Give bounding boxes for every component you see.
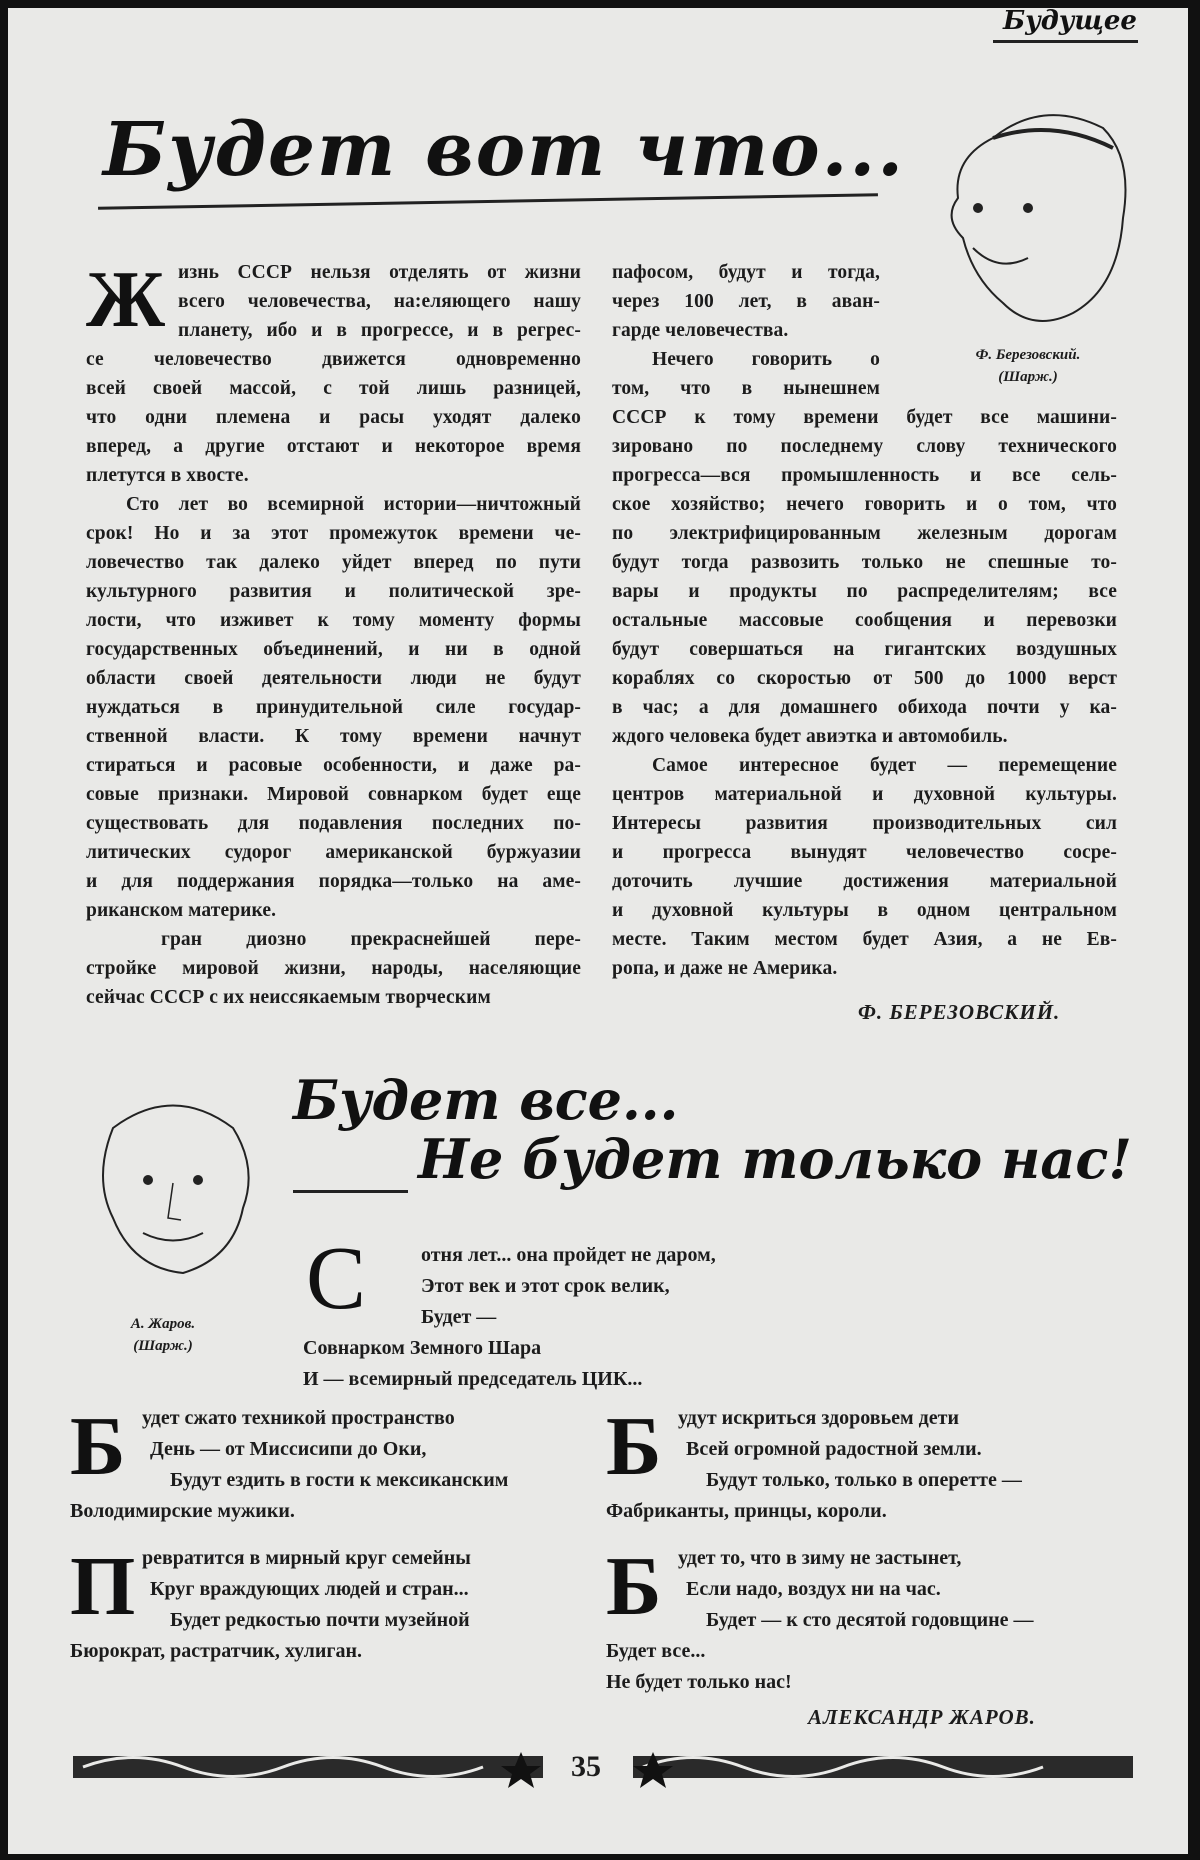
dropcap: Б bbox=[606, 1540, 662, 1633]
article1-right-column bbox=[612, 258, 1117, 983]
text-line: ропа, и даже не Америка. bbox=[612, 958, 838, 979]
text-line: том, что в нынешнем bbox=[612, 378, 880, 399]
text-line: прогресса—вся промышленность и все сель- bbox=[612, 465, 1117, 486]
poem-line: отня лет... она пройдет не даром, bbox=[421, 1244, 716, 1266]
poem-line: удут искриться здоровьем дети bbox=[678, 1407, 959, 1429]
text-line: планету, ибо и в прогрессе, и в регрес- bbox=[178, 320, 581, 341]
poem-line: ревратится в мирный круг семейны bbox=[142, 1547, 471, 1569]
title-underline bbox=[98, 193, 878, 210]
text-line: государственных объединений, и ни в одной bbox=[86, 639, 581, 660]
article2-title-line1: Будет все... bbox=[293, 1068, 679, 1132]
text-line: лости, что изживет к тому моменту формы bbox=[86, 610, 581, 631]
poem-stanza bbox=[70, 1540, 471, 1667]
poem-line: Будут только, только в оперетте — bbox=[706, 1469, 1022, 1491]
text-line: Сто лет во всемирной истории—ничтожный bbox=[126, 494, 581, 515]
poem-line: Не будет только нас! bbox=[606, 1671, 792, 1693]
text-line: будут тогда развозить только не спешные то- bbox=[612, 552, 1117, 573]
poem-line: Будет — bbox=[421, 1306, 497, 1328]
article1-signature: Ф. БЕРЕЗОВСКИЙ. bbox=[858, 1000, 1061, 1024]
text-line: изнь СССР нельзя отделять от жизни bbox=[178, 262, 581, 283]
poem-line: Будут ездить в гости к мексиканским bbox=[170, 1469, 509, 1491]
caption-note: (Шарж.) bbox=[998, 369, 1058, 385]
poem-line: Фабриканты, принцы, короли. bbox=[606, 1500, 887, 1522]
text-line: гран диозно прекраснейшей пере- bbox=[161, 929, 581, 950]
poem-line: удет сжато техникой пространство bbox=[142, 1407, 455, 1429]
text-line: совые признаки. Мировой совнарком будет еще bbox=[86, 784, 581, 805]
magazine-page bbox=[8, 8, 1188, 1854]
text-line: нуждаться в принудительной силе государ- bbox=[86, 697, 581, 718]
dropcap: Ж bbox=[86, 256, 166, 344]
section-underline bbox=[993, 40, 1138, 43]
text-line: Нечего говорить о bbox=[652, 349, 880, 370]
text-line: существовать для подавления последних по- bbox=[86, 813, 581, 834]
text-line: зировано по последнему слову технического bbox=[612, 436, 1117, 457]
page-number: 35 bbox=[571, 1750, 601, 1783]
dropcap: С bbox=[306, 1229, 367, 1328]
zharov-caption bbox=[68, 1313, 258, 1357]
article2-title-line2: Не будет только нас! bbox=[418, 1127, 1132, 1191]
text-line: всей своей массой, с той лишь разницей, bbox=[86, 378, 581, 399]
poem-stanza bbox=[606, 1400, 1022, 1527]
poem-line: Будет редкостью почти музейной bbox=[170, 1609, 470, 1631]
text-line: Интересы развития производительных сил bbox=[612, 813, 1117, 834]
text-line: всего человечества, на:еляющего нашу bbox=[178, 291, 581, 312]
poem-opening bbox=[303, 1240, 716, 1395]
text-line: остальные массовые сообщения и перевозки bbox=[612, 610, 1117, 631]
poem-line: Володимирские мужики. bbox=[70, 1500, 295, 1522]
article2-signature: АЛЕКСАНДР ЖАРОВ. bbox=[808, 1705, 1036, 1729]
text-line: и для поддержания порядка—только на аме- bbox=[86, 871, 581, 892]
poem-line: Будет все... bbox=[606, 1640, 706, 1662]
text-line: вары и продукты по распределителям; все bbox=[612, 581, 1117, 602]
poem-line: Всей огромной радостной земли. bbox=[686, 1438, 982, 1460]
text-line: СССР к тому времени будет все машини- bbox=[612, 407, 1117, 428]
text-line: вперед, а другие отстают и некоторое время bbox=[86, 436, 581, 457]
poem-line: удет то, что в зиму не застынет, bbox=[678, 1547, 962, 1569]
poem-stanza bbox=[70, 1400, 509, 1527]
poem-line: Будет — к сто десятой годовщине — bbox=[706, 1609, 1034, 1631]
text-line: области своей деятельности люди не будут bbox=[86, 668, 581, 689]
text-line: что одни племена и расы уходят далеко bbox=[86, 407, 581, 428]
text-line: ственной власти. К тому времени начнут bbox=[86, 726, 581, 747]
text-line: в час; а для домашнего обихода почти у ка- bbox=[612, 697, 1117, 718]
text-line: по электрифицированным железным дорогам bbox=[612, 523, 1117, 544]
poem-line: Если надо, воздух ни на час. bbox=[686, 1578, 941, 1600]
poem-line: И — всемирный председатель ЦИК... bbox=[303, 1368, 643, 1390]
text-line: риканском материке. bbox=[86, 900, 277, 921]
zharov-caricature-icon bbox=[73, 1088, 273, 1303]
poem-line: Круг враждующих людей и стран... bbox=[150, 1578, 469, 1600]
article1-left-column bbox=[86, 258, 581, 1012]
text-line: центров материальной и духовной культуры. bbox=[612, 784, 1117, 805]
text-line: пафосом, будут и тогда, bbox=[612, 262, 880, 283]
dropcap: Б bbox=[70, 1400, 126, 1493]
title-underline bbox=[293, 1190, 408, 1193]
caption-name: Ф. Березовский. bbox=[975, 347, 1081, 363]
text-line: срок! Но и за этот промежуток времени че- bbox=[86, 523, 581, 544]
poem-line: Бюрократ, растратчик, хулиган. bbox=[70, 1640, 362, 1662]
text-line: стираться и расовые особенности, и даже ра- bbox=[86, 755, 581, 776]
text-line: ждого человека будет авиэтка и автомобиль. bbox=[612, 726, 1008, 747]
caption-note: (Шарж.) bbox=[133, 1338, 193, 1354]
poem-line: Совнарком Земного Шара bbox=[303, 1337, 542, 1359]
poem-line: День — от Миссисипи до Оки, bbox=[150, 1438, 427, 1460]
text-line: литических судорог американской буржуазии bbox=[86, 842, 581, 863]
poem-line: Этот век и этот срок велик, bbox=[421, 1275, 670, 1297]
text-line: гарде человечества. bbox=[612, 320, 789, 341]
text-line: доточить лучшие достижения материальной bbox=[612, 871, 1117, 892]
text-line: месте. Таким местом будет Азия, а не Ев- bbox=[612, 929, 1117, 950]
dropcap: П bbox=[70, 1540, 136, 1633]
article1-title: Будет вот что... bbox=[103, 107, 905, 193]
text-line: стройке мировой жизни, народы, населяющие bbox=[86, 958, 581, 979]
dropcap: Б bbox=[606, 1400, 662, 1493]
text-line: Самое интересное будет — перемещение bbox=[652, 755, 1117, 776]
text-line: се человечество движется одновременно bbox=[86, 349, 581, 370]
text-line: и прогресса вынудят человечество сосре- bbox=[612, 842, 1117, 863]
text-line: культурного развития и политической зре- bbox=[86, 581, 581, 602]
text-line: через 100 лет, в аван- bbox=[612, 291, 880, 312]
text-line: сейчас СССР с их неиссякаемым творческим bbox=[86, 987, 491, 1008]
text-line: ловечество так далеко уйдет вперед по пути bbox=[86, 552, 581, 573]
caption-name: А. Жаров. bbox=[130, 1316, 196, 1332]
text-line: кораблях со скоростью от 500 до 1000 верст bbox=[612, 668, 1117, 689]
text-line: ское хозяйство; нечего говорить и о том, что bbox=[612, 494, 1117, 515]
text-line: плетутся в хвосте. bbox=[86, 465, 249, 486]
poem-stanza bbox=[606, 1540, 1034, 1698]
text-line: и духовной культуры в одном центральном bbox=[612, 900, 1117, 921]
section-label: Будущее bbox=[1003, 6, 1137, 36]
text-line: будут совершаться на гигантских воздушных bbox=[612, 639, 1117, 660]
